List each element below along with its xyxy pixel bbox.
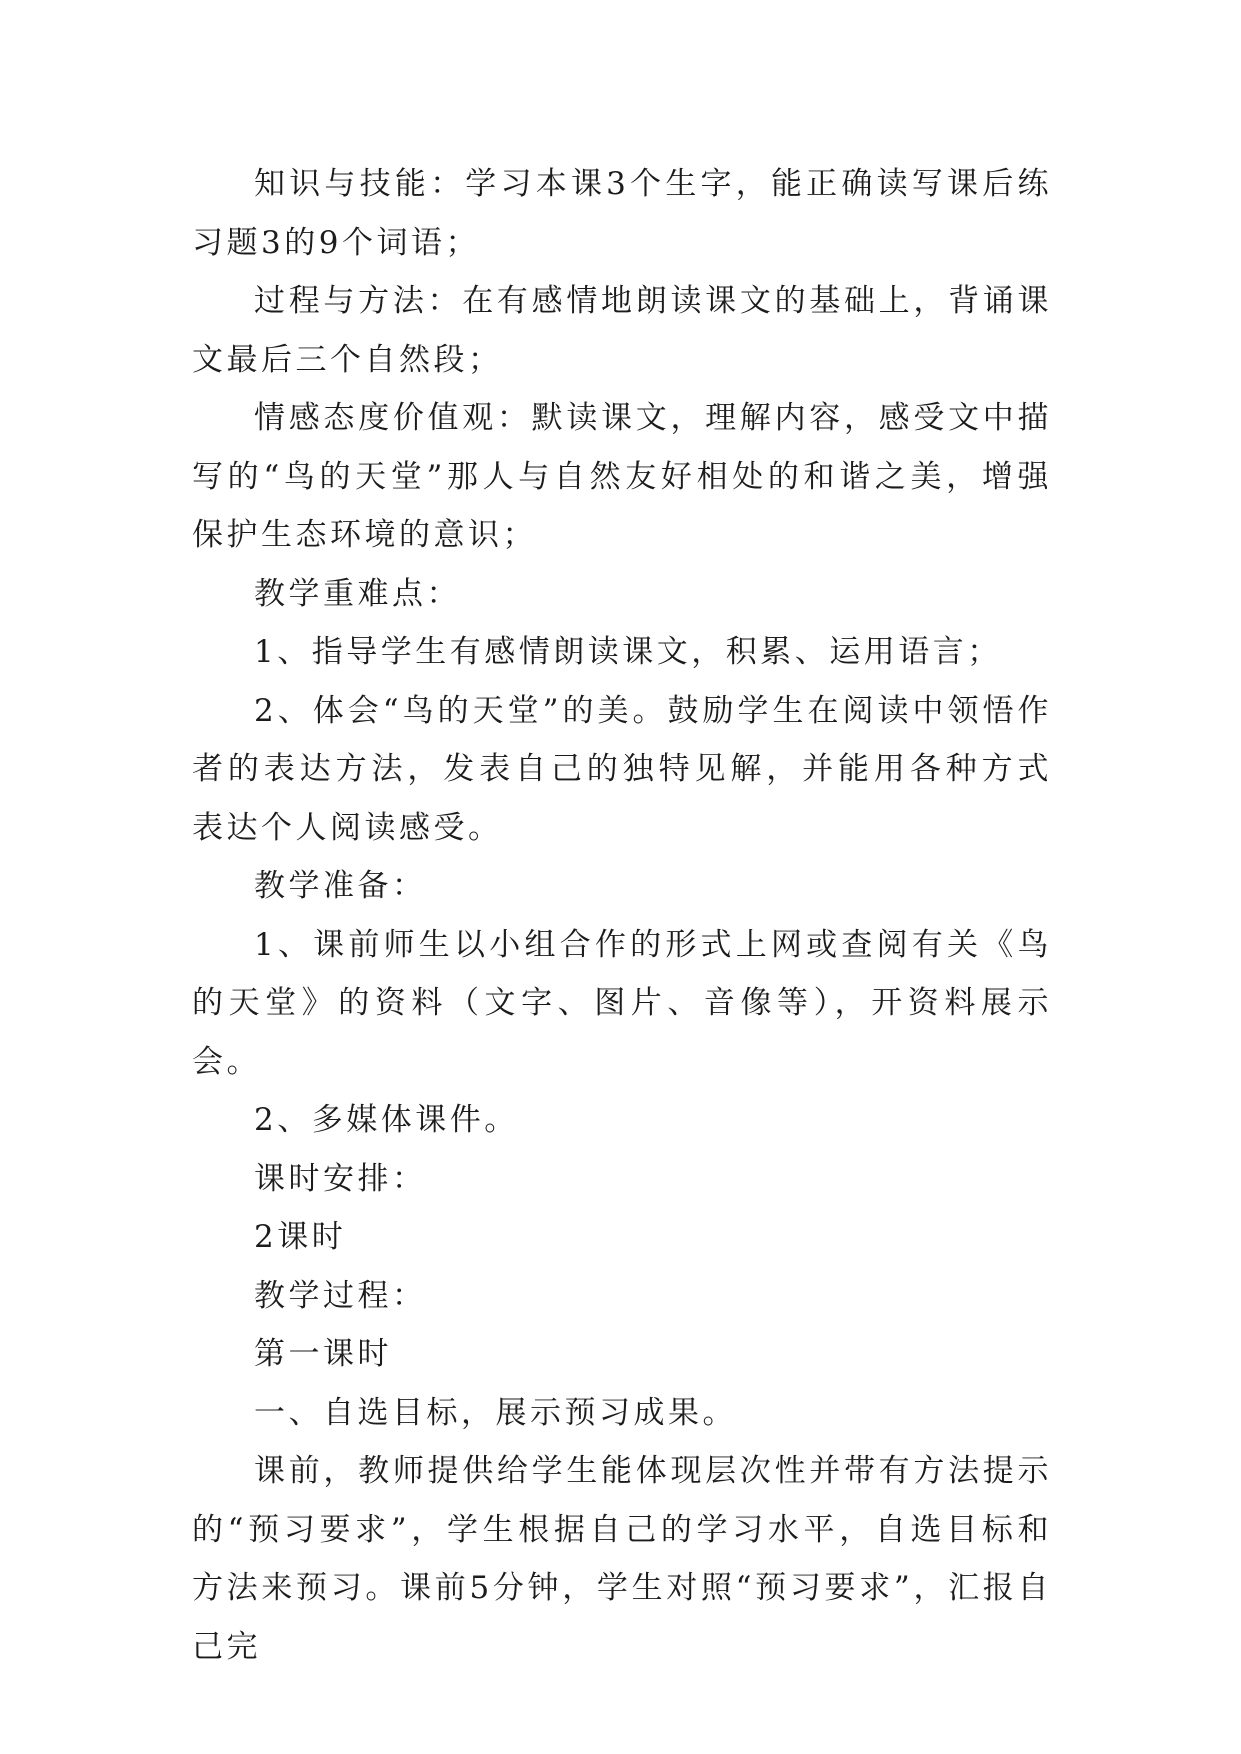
paragraph-preparation-1: 1、课前师生以小组合作的形式上网或查阅有关《鸟的天堂》的资料（文字、图片、音像等），开资料展示会。 — [192, 926, 1052, 1080]
heading-class-schedule: 课时安排： — [254, 1160, 427, 1197]
paragraph-difficulty-1: 1、指导学生有感情朗读课文，积累、运用语言； — [254, 634, 1002, 670]
paragraph-emotion-values: 情感态度价值观：默读课文，理解内容，感受文中描写的“鸟的天堂”那人与自然友好相处的和谐之美，增强保护生态环境的意识； — [192, 400, 1052, 553]
paragraph-difficulty-2: 2、体会“鸟的天堂”的美。鼓励学生在阅读中领悟作者的表达方法，发表自己的独特见解，并能用各种方式表达个人阅读感受。 — [192, 692, 1052, 846]
heading-teaching-process: 教学过程： — [254, 1277, 427, 1314]
paragraph-pre-class: 课前，教师提供给学生能体现层次性并带有方法提示的“预习要求”，学生根据自己的学习水平，自选目标和方法来预习。课前5分钟，学生对照“预习要求”，汇报自己完 — [192, 1453, 1052, 1665]
heading-section-one: 一、自选目标，展示预习成果。 — [254, 1394, 737, 1431]
paragraph-preparation-2: 2、多媒体课件。 — [254, 1102, 519, 1138]
heading-first-lesson: 第一课时 — [254, 1336, 392, 1372]
paragraph-knowledge-skills: 知识与技能：学习本课3个生字，能正确读写课后练习题3的9个词语； — [192, 166, 1052, 261]
document-body — [192, 155, 1052, 1676]
paragraph-class-count: 2课时 — [254, 1219, 347, 1255]
paragraph-process-method: 过程与方法：在有感情地朗读课文的基础上，背诵课文最后三个自然段； — [192, 283, 1052, 378]
heading-key-difficulties: 教学重难点： — [254, 575, 461, 612]
heading-teaching-preparation: 教学准备： — [254, 868, 427, 904]
